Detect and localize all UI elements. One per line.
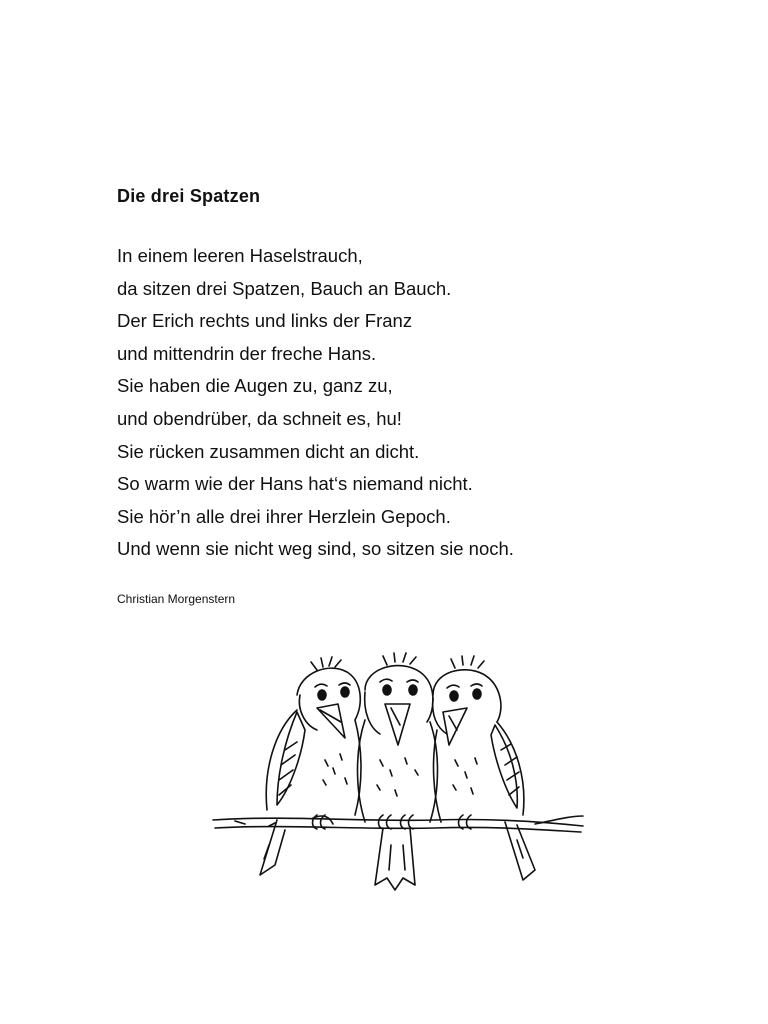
poem-line: So warm wie der Hans hat‘s niemand nicht. — [117, 473, 473, 495]
sparrows-drawing — [205, 650, 590, 910]
sparrow-right — [433, 656, 535, 880]
poem-lines — [117, 240, 514, 566]
poem-line: Sie hör’n alle drei ihrer Herzlein Gepoch. — [117, 505, 451, 527]
poem-line: und mittendrin der freche Hans. — [117, 342, 377, 364]
poem-line: In einem leeren Haselstrauch, — [117, 245, 363, 266]
poem-author: Christian Morgenstern — [117, 592, 236, 606]
sparrows-illustration — [205, 650, 590, 910]
poem-line: Und wenn sie nicht weg sind, so sitzen sie noch. — [117, 538, 514, 560]
poem-line: da sitzen drei Spatzen, Bauch an Bauch. — [117, 277, 452, 299]
sparrow-middle — [358, 653, 438, 890]
branch — [213, 816, 583, 832]
sparrow-left — [260, 657, 361, 875]
poem-line: Sie rücken zusammen dicht an dicht. — [117, 440, 420, 462]
poem-line: Sie haben die Augen zu, ganz zu, — [117, 375, 393, 397]
poem-line: und obendrüber, da schneit es, hu! — [117, 407, 402, 429]
poem-title: Die drei Spatzen — [117, 186, 261, 206]
poem-line: Der Erich rechts und links der Franz — [117, 310, 413, 332]
